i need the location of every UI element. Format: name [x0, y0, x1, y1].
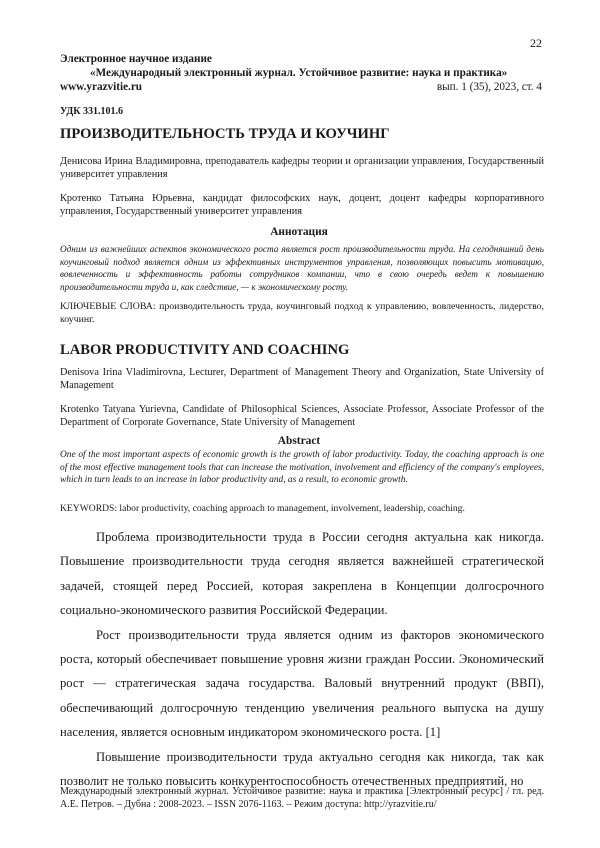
annotation-text: Одним из важнейших аспектов экономического роста является рост производительности труда. На сегодняшний день коучинговый подход является одним из эффективных инструментов управления, позволяющих повысить мотивацию, вовлеченность и эффективность работы сотрудников компании, что в свою очередь ведет к повышению производительности труда и, как следствие, — к экономическому росту. [60, 244, 544, 293]
abstract-heading [0, 435, 600, 447]
header-info-row [60, 80, 542, 94]
body-paragraph-3: Повышение производительности труда актуально сегодня как никогда, так как позволит не только повысить конкурентоспособность отечественных предприятий, но [60, 749, 544, 789]
abstract-heading-text: Abstract [277, 435, 321, 447]
body-paragraph-1: Проблема производительности труда в России сегодня актуальна как никогда. Повышение производительности труда сегодня является важнейшей стратегической задачей, стоящей перед Россией, которая закреплена в Концепции долгосрочного социально-экономического развития Российской Федерации. [60, 530, 544, 618]
page-number: 22 [530, 36, 542, 50]
annotation-heading-text: Аннотация [270, 226, 328, 238]
article-title-en: LABOR PRODUCTIVITY AND COACHING [60, 342, 350, 358]
header-website: www.yrazvitie.ru [60, 81, 143, 93]
authors-ru [60, 155, 544, 218]
keywords-ru: КЛЮЧЕВЫЕ СЛОВА: производительность труда, коучинговый подход к управлению, вовлеченность, лидерство, коучинг. [60, 301, 544, 325]
author-ru-1: Денисова Ирина Владимировна, преподаватель кафедры теории и организации управления, Государственный университет управления [60, 156, 544, 180]
article-body [60, 525, 544, 793]
author-en-1: Denisova Irina Vladimirovna, Lecturer, Department of Management Theory and Organization, State University of Management [60, 367, 544, 391]
page-footer: Международный электронный журнал. Устойчивое развитие: наука и практика [Электронный ресурс] / гл. ред. А.Е. Петров. – Дубна : 2008-2023. – ISSN 2076-1163. – Режим доступа: http://yrazvitie.ru/ [60, 786, 544, 810]
article-title-ru: ПРОИЗВОДИТЕЛЬНОСТЬ ТРУДА И КОУЧИНГ [60, 126, 390, 142]
journal-header [60, 52, 542, 94]
header-journal-name: «Международный электронный журнал. Устойчивое развитие: наука и практика» [90, 67, 508, 79]
body-paragraph-2: Рост производительности труда является одним из факторов экономического роста, который обеспечивает повышение уровня жизни граждан России. Экономический рост — стратегическая задача государства. Валовый внутренний продукт (ВВП), обеспечивающий долгосрочную тенденцию увеличения реального выпуска на душу населения, является основным индикатором экономического роста. [1] [60, 627, 544, 740]
abstract-text: One of the most important aspects of economic growth is the growth of labor productivity. Today, the coaching approach is one of the most effective management tools that can increase the motivation, involvement and efficiency of the company's employees, which in turn leads to an increase in labor productivity and, as a result, to economic growth. [60, 450, 544, 486]
authors-en [60, 366, 544, 429]
author-en-2: Krotenko Tatyana Yurievna, Candidate of Philosophical Sciences, Associate Professor, Associate Professor of the Department of Corporate Governance, State University of Management [60, 404, 544, 428]
header-issue: вып. 1 (35), 2023, ст. 4 [436, 81, 542, 93]
keywords-en: KEYWORDS: labor productivity, coaching approach to management, involvement, leadership, coaching. [60, 503, 465, 514]
author-ru-2: Кротенко Татьяна Юрьевна, кандидат философских наук, доцент, доцент кафедры корпоративного управления, Государственный университет управления [60, 193, 544, 217]
annotation-heading [0, 226, 600, 238]
udk-code: УДК 331.101.6 [60, 106, 123, 117]
header-publication-type: Электронное научное издание [60, 53, 212, 65]
